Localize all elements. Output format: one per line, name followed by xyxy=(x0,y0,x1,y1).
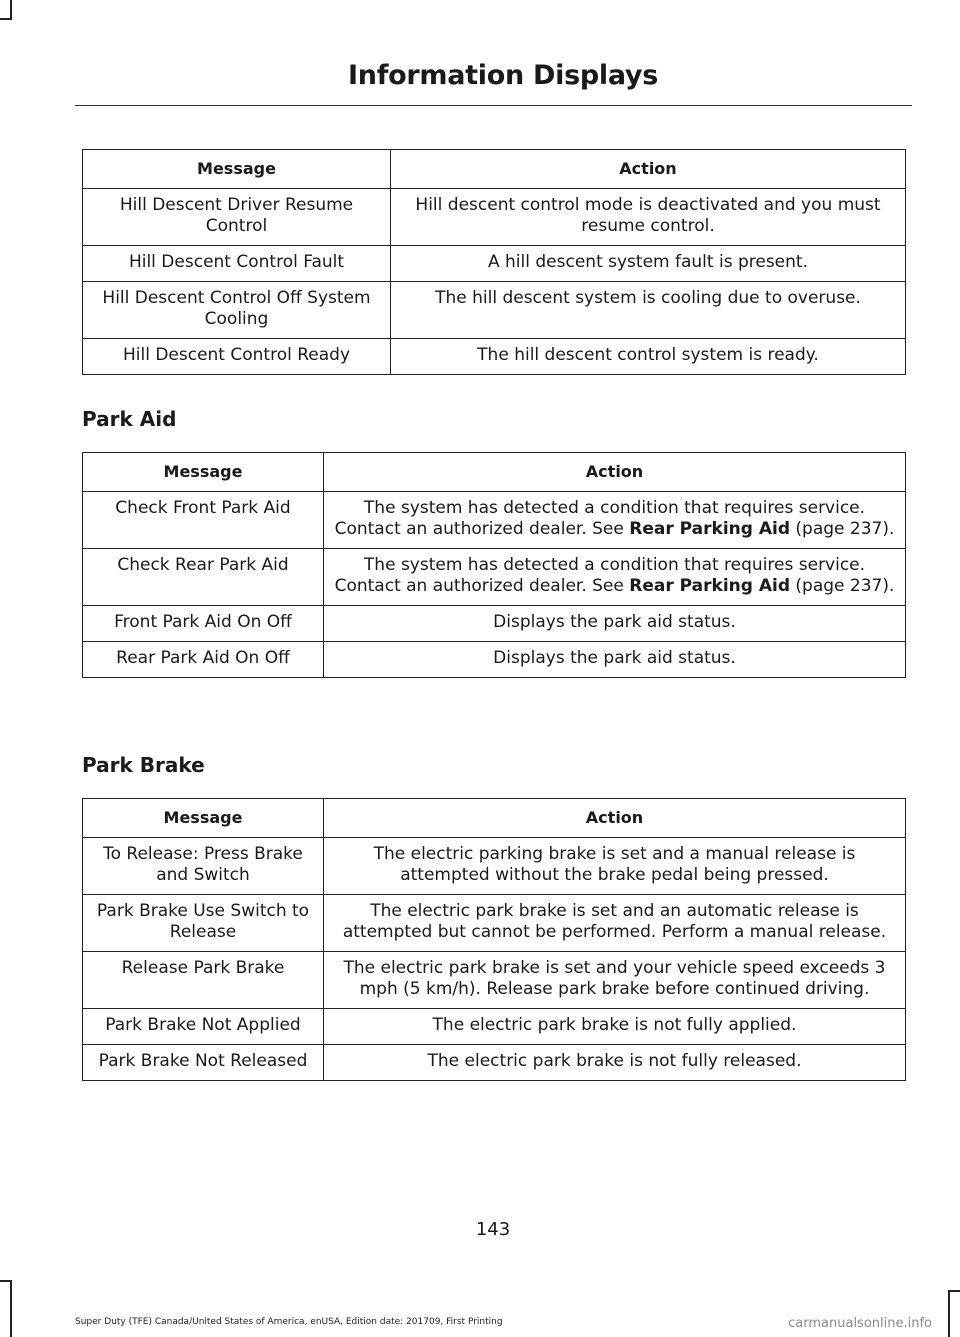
table-row xyxy=(83,895,906,952)
column-header-message: Message xyxy=(83,453,324,492)
column-header-action: Action xyxy=(391,150,906,189)
action-cell: Displays the park aid status. xyxy=(324,606,906,642)
message-cell: Hill Descent Control Fault xyxy=(83,246,391,282)
crop-mark xyxy=(948,1290,950,1337)
crop-mark xyxy=(0,18,12,20)
column-header-action: Action xyxy=(324,453,906,492)
table-row xyxy=(83,189,906,246)
park-aid-table xyxy=(82,452,906,678)
table-row xyxy=(83,246,906,282)
crop-mark xyxy=(948,1290,960,1292)
section-heading-park-aid: Park Aid xyxy=(82,407,177,431)
table-header-row xyxy=(83,150,906,189)
cross-reference-link: Rear Parking Aid xyxy=(629,576,790,596)
column-header-action: Action xyxy=(324,799,906,838)
column-header-message: Message xyxy=(83,799,324,838)
footer-edition-text: Super Duty (TFE) Canada/United States of America, enUSA, Edition date: 201709, First Printing xyxy=(75,1317,503,1327)
action-cell: The system has detected a condition that requires service. Contact an authorized dealer. See Rear Parking Aid (page 237). xyxy=(324,492,906,549)
message-cell: Front Park Aid On Off xyxy=(83,606,324,642)
page-number: 143 xyxy=(475,1219,511,1240)
message-cell: Hill Descent Control Ready xyxy=(83,339,391,375)
section-heading-park-brake: Park Brake xyxy=(82,753,205,777)
message-cell: Park Brake Not Applied xyxy=(83,1009,324,1045)
action-cell: The hill descent system is cooling due to overuse. xyxy=(391,282,906,339)
message-cell: Park Brake Not Released xyxy=(83,1045,324,1081)
table-row xyxy=(83,952,906,1009)
message-cell: Hill Descent Driver Resume Control xyxy=(83,189,391,246)
action-cell: Hill descent control mode is deactivated and you must resume control. xyxy=(391,189,906,246)
crop-mark xyxy=(10,1280,12,1337)
table-row xyxy=(83,606,906,642)
table-row xyxy=(83,1009,906,1045)
header-divider xyxy=(75,105,912,106)
table-row xyxy=(83,1045,906,1081)
action-cell: The electric park brake is set and your vehicle speed exceeds 3 mph (5 km/h). Release park brake before continued driving. xyxy=(324,952,906,1009)
table-row xyxy=(83,339,906,375)
crop-mark xyxy=(10,0,12,20)
table-row xyxy=(83,282,906,339)
message-cell: Check Rear Park Aid xyxy=(83,549,324,606)
action-cell: The electric parking brake is set and a manual release is attempted without the brake pedal being pressed. xyxy=(324,838,906,895)
table-row xyxy=(83,838,906,895)
table-row xyxy=(83,492,906,549)
action-cell: The electric park brake is not fully released. xyxy=(324,1045,906,1081)
message-cell: Release Park Brake xyxy=(83,952,324,1009)
action-cell: Displays the park aid status. xyxy=(324,642,906,678)
column-header-message: Message xyxy=(83,150,391,189)
message-cell: Park Brake Use Switch to Release xyxy=(83,895,324,952)
watermark: carmanualsonline.info xyxy=(788,1316,932,1331)
action-cell: The electric park brake is set and an automatic release is attempted but cannot be performed. Perform a manual release. xyxy=(324,895,906,952)
message-cell: Check Front Park Aid xyxy=(83,492,324,549)
table-row xyxy=(83,642,906,678)
message-cell: Rear Park Aid On Off xyxy=(83,642,324,678)
message-cell: Hill Descent Control Off System Cooling xyxy=(83,282,391,339)
message-cell: To Release: Press Brake and Switch xyxy=(83,838,324,895)
action-cell: A hill descent system fault is present. xyxy=(391,246,906,282)
table-header-row xyxy=(83,799,906,838)
action-cell: The electric park brake is not fully applied. xyxy=(324,1009,906,1045)
crop-mark xyxy=(0,1280,12,1282)
table-header-row xyxy=(83,453,906,492)
cross-reference-link: Rear Parking Aid xyxy=(629,519,790,539)
action-cell: The system has detected a condition that requires service. Contact an authorized dealer. See Rear Parking Aid (page 237). xyxy=(324,549,906,606)
park-brake-table xyxy=(82,798,906,1081)
action-cell: The hill descent control system is ready. xyxy=(391,339,906,375)
hill-descent-table xyxy=(82,149,906,375)
table-row xyxy=(83,549,906,606)
page-title: Information Displays xyxy=(348,60,658,91)
